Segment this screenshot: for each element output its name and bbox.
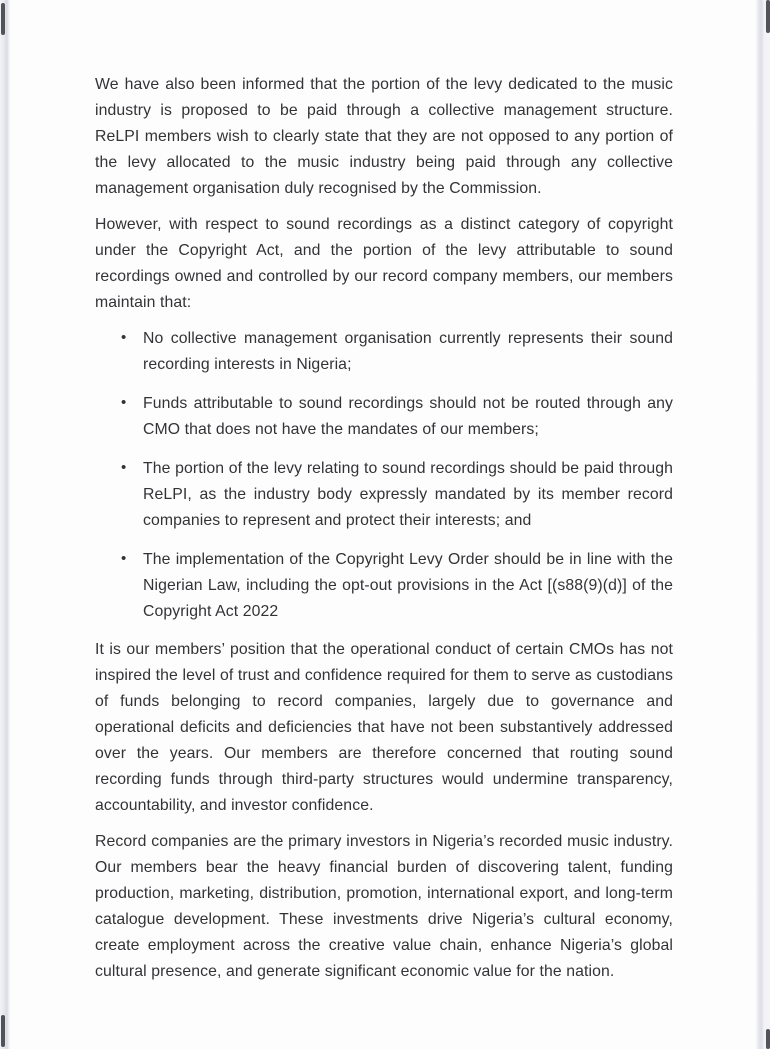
corner-mark-bottom-right bbox=[766, 1029, 770, 1049]
paragraph-record-companies-investors: Record companies are the primary investors in Nigeria’s recorded music industry. Our members bear the heavy financial burden of discovering talent, funding production, marketing, distribution, promotion, international export, and long-term catalogue development. These investments drive Nigeria’s cultural economy, create employment across the creative value chain, enhance Nigeria’s global cultural presence, and generate significant economic value for the nation. bbox=[95, 833, 673, 980]
page-edge-left bbox=[0, 0, 11, 1049]
corner-mark-top-left bbox=[1, 3, 5, 35]
bullet-item-paid-through-relpi: • The portion of the levy relating to sound recordings should be paid through ReLPI, as the industry body expressly mandated by its member record companies to represent and protect their interests; and bbox=[143, 456, 673, 534]
bullet-item-implementation-law: • The implementation of the Copyright Levy Order should be in line with the Nigerian Law, including the opt-out provisions in the Act [(s88(9)(d)] of the Copyright Act 2022 bbox=[143, 547, 673, 625]
corner-mark-bottom-left bbox=[1, 1015, 5, 1047]
bullet-item-funds-not-routed: • Funds attributable to sound recordings should not be routed through any CMO that does not have the mandates of our members; bbox=[143, 391, 673, 443]
paragraph-sound-recordings-intro: However, with respect to sound recordings as a distinct category of copyright under the Copyright Act, and the portion of the levy attributable to sound recordings owned and controlled by our record company members, our members maintain that: bbox=[95, 216, 673, 311]
bullet-item-no-cmo-represents: • No collective management organisation currently represents their sound recording interests in Nigeria; bbox=[143, 326, 673, 378]
paragraph-members-position: It is our members’ position that the operational conduct of certain CMOs has not inspired the level of trust and confidence required for them to serve as custodians of funds belonging to record companies, largely due to governance and operational deficits and deficiencies that have not been substantively addressed over the years. Our members are therefore concerned that routing sound recording funds through third-party structures would undermine transparency, accountability, and investor confidence. bbox=[95, 641, 673, 814]
corner-mark-top-right bbox=[766, 0, 770, 33]
paragraph-levy-music-industry: We have also been informed that the portion of the levy dedicated to the music industry is proposed to be paid through a collective management structure. ReLPI members wish to clearly state that they are not opposed to any portion of the levy allocated to the music industry being paid through any collective management organisation duly recognised by the Commission. bbox=[95, 76, 673, 197]
page-edge-right bbox=[755, 0, 770, 1049]
bullet-list bbox=[95, 326, 673, 625]
document-content bbox=[95, 72, 673, 995]
